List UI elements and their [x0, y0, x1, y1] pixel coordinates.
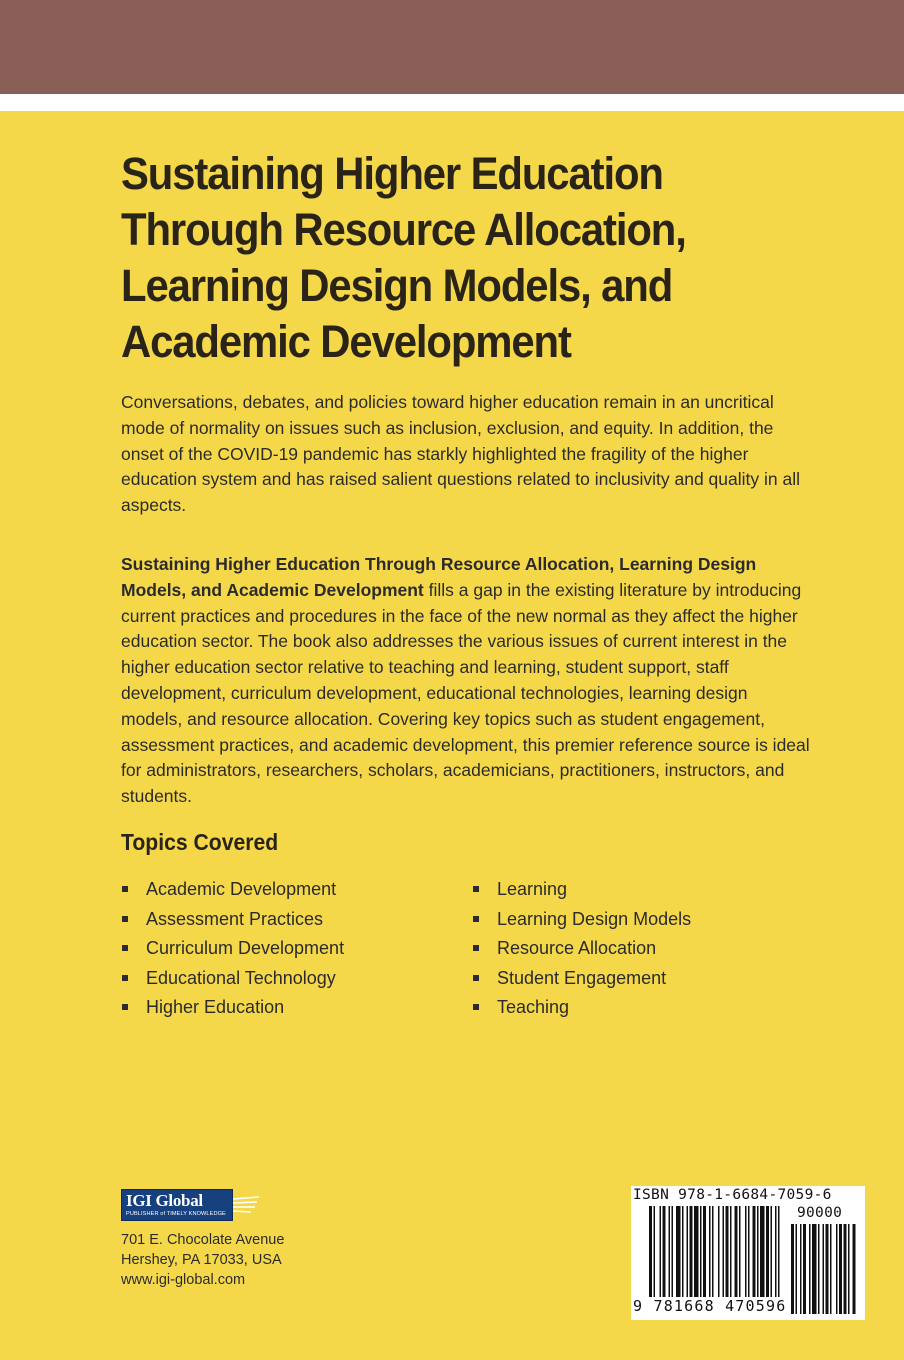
- bullet-icon: [122, 886, 128, 892]
- topic-item: [121, 965, 344, 995]
- barcode-addon-bar: [839, 1224, 842, 1314]
- barcode-addon-bar: [853, 1224, 856, 1314]
- logo-swoosh-icon: [233, 1195, 261, 1215]
- isbn-barcode: [631, 1186, 865, 1320]
- topic-label: Educational Technology: [146, 967, 336, 988]
- barcode-bar: [669, 1206, 671, 1300]
- address-city: Hershey, PA 17033, USA: [121, 1252, 282, 1268]
- barcode-bar: [778, 1206, 780, 1300]
- barcode-bar: [766, 1206, 769, 1300]
- barcode-addon-bar: [803, 1224, 806, 1314]
- barcode-addon-bar: [830, 1224, 832, 1314]
- barcode-addon-bar: [848, 1224, 850, 1314]
- top-color-band: [0, 0, 904, 94]
- barcode-bar: [771, 1206, 773, 1300]
- topic-label: Curriculum Development: [146, 938, 345, 959]
- topic-item: [472, 965, 691, 995]
- bullet-icon: [473, 1004, 479, 1010]
- barcode-addon-bar: [809, 1224, 811, 1314]
- barcode-addon-bar: [791, 1224, 794, 1314]
- publisher-address: [121, 1230, 284, 1290]
- barcode-bar: [735, 1206, 738, 1300]
- barcode-bar: [730, 1206, 732, 1300]
- title-line: Academic Development: [121, 316, 571, 367]
- topics-list-right: [472, 876, 691, 1024]
- address-street: 701 E. Chocolate Avenue: [121, 1232, 285, 1248]
- bullet-icon: [122, 916, 128, 922]
- title-line: Through Resource Allocation,: [121, 204, 686, 255]
- publisher-website: www.igi-global.com: [121, 1272, 246, 1288]
- barcode-addon-bar: [812, 1224, 817, 1314]
- barcode-bar: [672, 1206, 674, 1300]
- topic-label: Assessment Practices: [146, 908, 324, 929]
- topic-label: Student Engagement: [497, 967, 667, 988]
- bullet-icon: [122, 1004, 128, 1010]
- barcode-bar: [676, 1206, 681, 1300]
- price-code: 90000: [797, 1205, 843, 1221]
- barcode-bar: [723, 1206, 725, 1300]
- bullet-icon: [473, 975, 479, 981]
- bullet-icon: [473, 916, 479, 922]
- barcode-bar: [649, 1206, 652, 1300]
- barcode-bar: [700, 1206, 702, 1300]
- topic-label: Teaching: [497, 997, 570, 1018]
- barcode-addon-bar: [800, 1224, 802, 1314]
- barcode-bar: [748, 1206, 750, 1300]
- description-text: fills a gap in the existing literature by introducing current practices and procedures in the face of the new normal as they affect the higher education sector. The book also addresses the various issues of current interest in the higher education sector relative to teaching and learning, student support, staff development, curriculum development, educational technologies, learning design models, and resource allocation. Covering key topics such as student engagement, assessment practices, and academic development, this premier reference source is ideal for administrators, researchers, scholars, academicians, practitioners, instructors, and students.: [121, 579, 810, 807]
- barcode-bar: [663, 1206, 666, 1300]
- bullet-icon: [473, 886, 479, 892]
- barcode-bar: [687, 1206, 689, 1300]
- topic-item: [121, 994, 344, 1024]
- barcode-bar: [760, 1206, 765, 1300]
- barcode-bar: [712, 1206, 714, 1300]
- description-paragraph: [121, 552, 811, 810]
- topic-label: Higher Education: [146, 997, 285, 1018]
- barcode-addon-bar: [836, 1224, 838, 1314]
- barcode-bar: [757, 1206, 759, 1300]
- barcode-bar: [718, 1206, 720, 1300]
- barcode-bar: [709, 1206, 711, 1300]
- barcode-bar: [660, 1206, 662, 1300]
- barcode-addon-bar: [826, 1224, 829, 1314]
- barcode-bar: [745, 1206, 747, 1300]
- barcode-addon-bar: [818, 1224, 820, 1314]
- topic-item: [472, 906, 691, 936]
- bullet-icon: [473, 945, 479, 951]
- barcode-bar: [694, 1206, 699, 1300]
- logo-tagline: PUBLISHER of TIMELY KNOWLEDGE: [126, 1211, 226, 1217]
- barcode-bar: [682, 1206, 684, 1300]
- barcode-digits: 9 781668 470596: [633, 1297, 787, 1315]
- barcode-addon-bar: [796, 1224, 798, 1314]
- topics-heading: Topics Covered: [121, 829, 279, 855]
- white-stripe: [0, 94, 904, 111]
- topic-item: [121, 876, 344, 906]
- barcode-bar: [654, 1206, 656, 1300]
- bullet-icon: [122, 945, 128, 951]
- intro-paragraph: Conversations, debates, and policies toward higher education remain in an uncritical mode of normality on issues such as inclusion, exclusion, and equity. In addition, the onset of the COVID-19 pandemic has starkly highlighted the fragility of the higher education system and has raised salient questions related to inclusivity and quality in all aspects.: [121, 392, 800, 516]
- topic-label: Academic Development: [146, 879, 337, 899]
- barcode-addon-bar: [823, 1224, 825, 1314]
- logo-box: [121, 1189, 233, 1221]
- description-bold-title: Sustaining Higher Education Through Resource Allocation, Learning Design Models, and Academic Development: [121, 554, 757, 600]
- title-line: Sustaining Higher Education: [121, 148, 663, 199]
- barcode-bar: [726, 1206, 729, 1300]
- topics-list-left: [121, 876, 344, 1024]
- barcode-bar: [753, 1206, 756, 1300]
- topic-item: [472, 935, 691, 965]
- topic-item: [472, 994, 691, 1024]
- isbn-number: ISBN 978-1-6684-7059-6: [633, 1187, 832, 1203]
- topic-item: [121, 935, 344, 965]
- barcode-bar: [739, 1206, 741, 1300]
- barcode-bar: [775, 1206, 777, 1300]
- barcode-addon-bar: [844, 1224, 847, 1314]
- topic-item: [472, 876, 691, 906]
- logo-name: IGI Global: [126, 1191, 203, 1210]
- title-line: Learning Design Models, and: [121, 260, 673, 311]
- topic-label: Learning: [497, 879, 568, 899]
- topic-label: Learning Design Models: [497, 908, 692, 929]
- book-title: [121, 146, 772, 370]
- igi-global-logo: [121, 1189, 261, 1221]
- topic-item: [121, 906, 344, 936]
- barcode-bar: [690, 1206, 693, 1300]
- topic-label: Resource Allocation: [497, 938, 657, 959]
- bullet-icon: [122, 975, 128, 981]
- barcode-bar: [703, 1206, 706, 1300]
